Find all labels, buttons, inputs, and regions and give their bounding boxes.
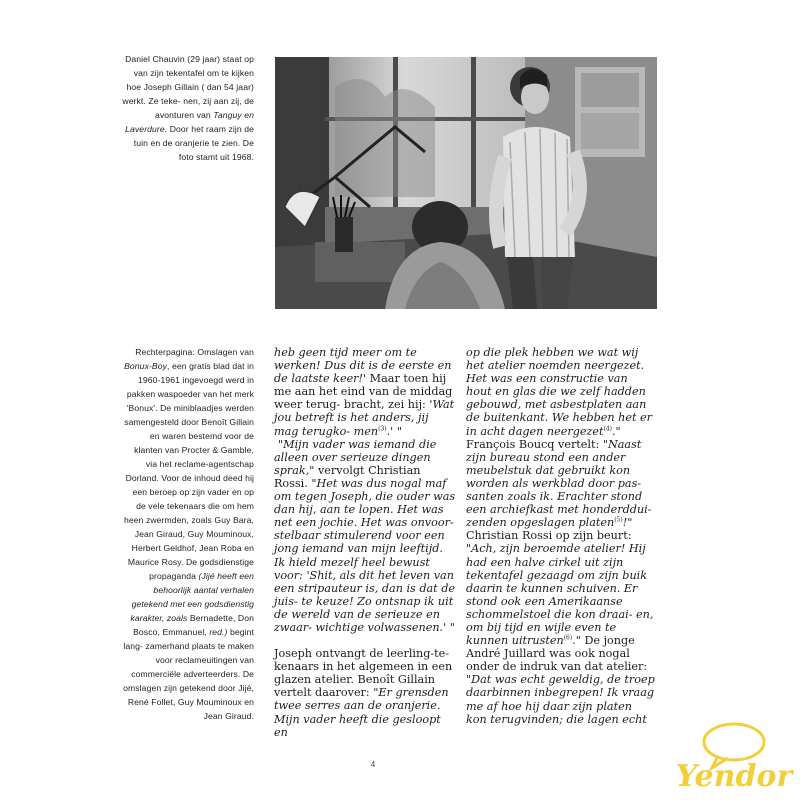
caption-title: Tanguy en Laverdure bbox=[125, 110, 254, 134]
quote-text: "Ach, zijn beroemde atelier! Hij had een halve cirkel uit zijn tekentafel gezaagd om zijn buik daarin te kunnen schuiven. Er stond ook een Amerikaanse schommelstoel die kon draai- en, om bij tijd en wijle even te kunnen uitrusten bbox=[466, 542, 654, 648]
quote-text: !" bbox=[622, 516, 633, 530]
quote-text: "Mijn vader was iemand die alleen over serieuze dingen sprak," bbox=[274, 437, 437, 477]
side-caption-e: red.) bbox=[209, 627, 228, 637]
footnote-ref: (3) bbox=[378, 424, 387, 432]
side-caption-bonux: Bonux-Boy bbox=[124, 361, 168, 371]
side-caption-b: , een gratis blad dat in 1960-1961 ingevoegd werd in pakken waspoeder van het merk 'Bonux'. De miniblaadjes werden samengesteld door Benoît Gillain en waren bestemd voor de klanten van Procter & Gamble, via het reclame-agentschap Dorland. Voor de inhoud deed hij een beroep op zijn vader en op de vele tekenaars die om hem heen zwermden, zoals Guy Bara, Jean Giraud, Guy Mouminoux, Herbert Geldhof, Jean Roba en Maurice Rosy. De godsdienstige propaganda bbox=[123, 361, 254, 581]
footnote-ref: (5) bbox=[614, 516, 623, 524]
quote-text: 'Wat jou betreft is het anders, jij mag terugko- men bbox=[274, 398, 455, 438]
quote-text: op die plek hebben we wat wij het atelier noemden neergezet. Het was een constructie van hout en glas die we zelf hadden gebouwd, met asbestplaten aan de buitenkant. We hebben het er in acht dagen neergezet bbox=[466, 346, 653, 438]
yendor-logo bbox=[676, 718, 794, 796]
caption-text-b: . Door het raam zijn de tuin en de oranjerie te zien. De foto stamt uit 1968. bbox=[133, 124, 254, 162]
quote-text: "Naast zijn bureau stond een ander meubelstuk dat gebruikt kon worden als werkblad door pas- santen zoals ik. Erachter stond een archiefkast met honderddui- zenden opgeslagen platen bbox=[466, 437, 652, 530]
col1-paragraph-3 bbox=[274, 647, 456, 739]
quote-text: "Er grensden twee serres aan de oranjerie. Mijn vader heeft die gesloopt en bbox=[274, 686, 449, 739]
quote-text: ." bbox=[612, 424, 621, 438]
body-text: Joseph ontvangt de leerling-te- kenaars in het algemeen in een glazen atelier. Benoît Gillain vertelt daarover: bbox=[274, 647, 453, 700]
col2-paragraph-2 bbox=[466, 438, 656, 530]
studio-photograph bbox=[275, 57, 657, 309]
side-caption-d: Bernadette, Don Bosco, Emmanuel, bbox=[133, 613, 254, 637]
body-text: François Boucq vertelt: bbox=[466, 437, 603, 451]
cover-caption bbox=[122, 345, 254, 723]
quote-text: heb geen tijd meer om te werken! Dus dit is de eerste en de laatste keer!' bbox=[274, 346, 452, 386]
caption-text-a: Daniel Chauvin (29 jaar) staat op van zijn tekentafel om te kijken hoe Joseph Gillain ( dan 54 jaar) werkt. Ze teke- nen, zij aan zij, de avonturen van bbox=[122, 54, 254, 120]
body-column-1 bbox=[274, 346, 456, 739]
col1-paragraph-2 bbox=[274, 438, 456, 634]
side-caption-c: (Jijé heeft een behoorlijk aantal verhalen getekend met een godsdienstig karakter, zoals bbox=[130, 571, 254, 623]
col2-paragraph-3 bbox=[466, 529, 656, 725]
page-number: 4 bbox=[370, 760, 376, 769]
footnote-ref: (6) bbox=[563, 634, 573, 642]
quote-text: "Dat was echt geweldig, de troep daarbinnen inbegrepen! Ik vraag me af hoe hij daar zijn platen kon terugvinden; die lagen echt bbox=[466, 673, 655, 726]
quote-text: .' " bbox=[386, 424, 402, 438]
side-caption-f: begint lang- zamerhand plaats te maken voor reclameuitingen van commerciële adverteerders. De omslagen zijn getekend door Jijé, René Follet, Guy Mouminoux en Jean Giraud. bbox=[123, 627, 254, 721]
body-text: De jonge André Juillard was ook nogal onder de indruk van dat atelier: bbox=[466, 634, 648, 674]
side-caption-a: Rechterpagina: Omslagen van bbox=[135, 347, 254, 357]
col1-paragraph-1 bbox=[274, 346, 456, 438]
body-text: Maar toen hij me aan het eind van de middag weer terug- bracht, zei hij: bbox=[274, 372, 453, 412]
body-text: Christian Rossi op zijn beurt: bbox=[466, 529, 632, 543]
body-text: vervolgt Christian Rossi. bbox=[274, 463, 421, 490]
quote-text: ." bbox=[572, 634, 581, 648]
col2-paragraph-1 bbox=[466, 346, 656, 438]
photo-caption bbox=[118, 52, 254, 164]
watermark-text: Yendor bbox=[676, 759, 793, 794]
body-column-2 bbox=[466, 346, 656, 726]
footnote-ref: (4) bbox=[603, 424, 612, 432]
quote-text: "Het was dus nogal maf om tegen Joseph, die ouder was dan hij, aan te lopen. Het was net een jochie. Het was onvoor- stelbaar stimulerend voor een jong iemand van mijn leeftijd. Ik hield mezelf heel bewust voor: 'Shit, als dit het leven van een stripauteur is, dan is dat de juis- te keuze! Zo ontsnap ik uit de wereld van de serieuze en zwaar- wichtige volwassenen.' " bbox=[274, 476, 456, 634]
